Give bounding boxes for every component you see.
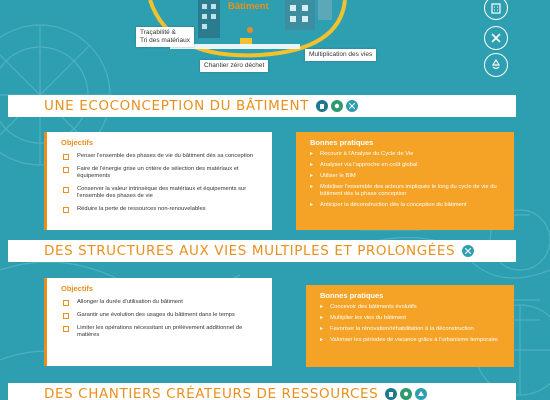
section-title: UNE ECOCONCEPTION DU BÂTIMENT — [44, 98, 310, 114]
section-chantiers-header — [8, 383, 516, 400]
list-item: ▸ Favoriser la rénovation/réhabilitation à la déconstruction — [320, 326, 504, 333]
section-structures-header — [8, 240, 516, 262]
recycle-icon — [484, 53, 508, 77]
list-item: Penser l'ensemble des phases de vie du bâtiment dès sa conception — [61, 153, 262, 160]
building-icon — [316, 100, 328, 112]
list-item: ▸ Anticiper la déconstruction dès la conception du bâtiment — [310, 202, 504, 209]
tools-icon — [484, 26, 508, 50]
leaf-icon — [400, 388, 412, 400]
practices-box — [306, 285, 514, 367]
practices-box — [296, 132, 514, 230]
list-item: Conserver la valeur intrinsèque des matériaux et équipements sur l'ensemble des phases de vie — [61, 186, 262, 200]
list-item: Limiter les opérations nécessitant un prélèvement additionnel de matières — [61, 325, 262, 339]
top-illustration — [0, 0, 550, 88]
list-item: Réduire la perte de ressources non-renouvelables — [61, 206, 262, 213]
recycle-icon — [415, 388, 427, 400]
list-item: ▸ Concevoir des bâtiments évolutifs — [320, 304, 504, 311]
leaf-icon — [331, 100, 343, 112]
tools-icon — [462, 245, 474, 257]
batiment-label: Bâtiment — [228, 1, 269, 12]
list-item: Allonger la durée d'utilisation du bâtiment — [61, 299, 262, 306]
section-ecoconception-header — [8, 95, 516, 117]
objectives-title: Objectifs — [61, 138, 94, 147]
building-illustration — [0, 0, 550, 88]
list-item: Faire de l'énergie grise un critère de sélection des matériaux et équipements — [61, 166, 262, 180]
section-title: DES STRUCTURES AUX VIES MULTIPLES ET PROLONGÉES — [44, 243, 456, 259]
list-item: Garantir une évolution des usages du bâtiment dans le temps — [61, 312, 262, 319]
section-title: DES CHANTIERS CRÉATEURS DE RESSOURCES — [44, 386, 379, 400]
list-item: ▸ Utiliser le BIM — [310, 173, 504, 180]
objectives-title: Objectifs — [61, 284, 94, 293]
tools-icon — [346, 100, 358, 112]
list-item: ▸ Analyser via l'approche en coût global — [310, 162, 504, 169]
list-item: ▸ Recourir à l'Analyse du Cycle de Vie — [310, 151, 504, 158]
caption-tracabilite: Traçabilité & Tri des matériaux — [136, 27, 194, 47]
objectives-box — [44, 132, 272, 230]
caption-chantier: Chantier zéro déchet — [200, 60, 268, 72]
practices-title: Bonnes pratiques — [310, 138, 374, 147]
objectives-box — [44, 278, 272, 366]
building-icon — [385, 388, 397, 400]
practices-title: Bonnes pratiques — [320, 291, 384, 300]
list-item: ▸ Mobiliser l'ensemble des acteurs impliqués le long du cycle de vie du bâtiment dès la phase conception — [310, 184, 504, 198]
list-item: ▸ Multiplier les vies du bâtiment — [320, 315, 504, 322]
list-item: ▸ Valoriser les périodes de vacance grâce à l'urbanisme temporaire — [320, 337, 504, 344]
caption-multiplication: Multiplication des vies — [305, 49, 376, 61]
